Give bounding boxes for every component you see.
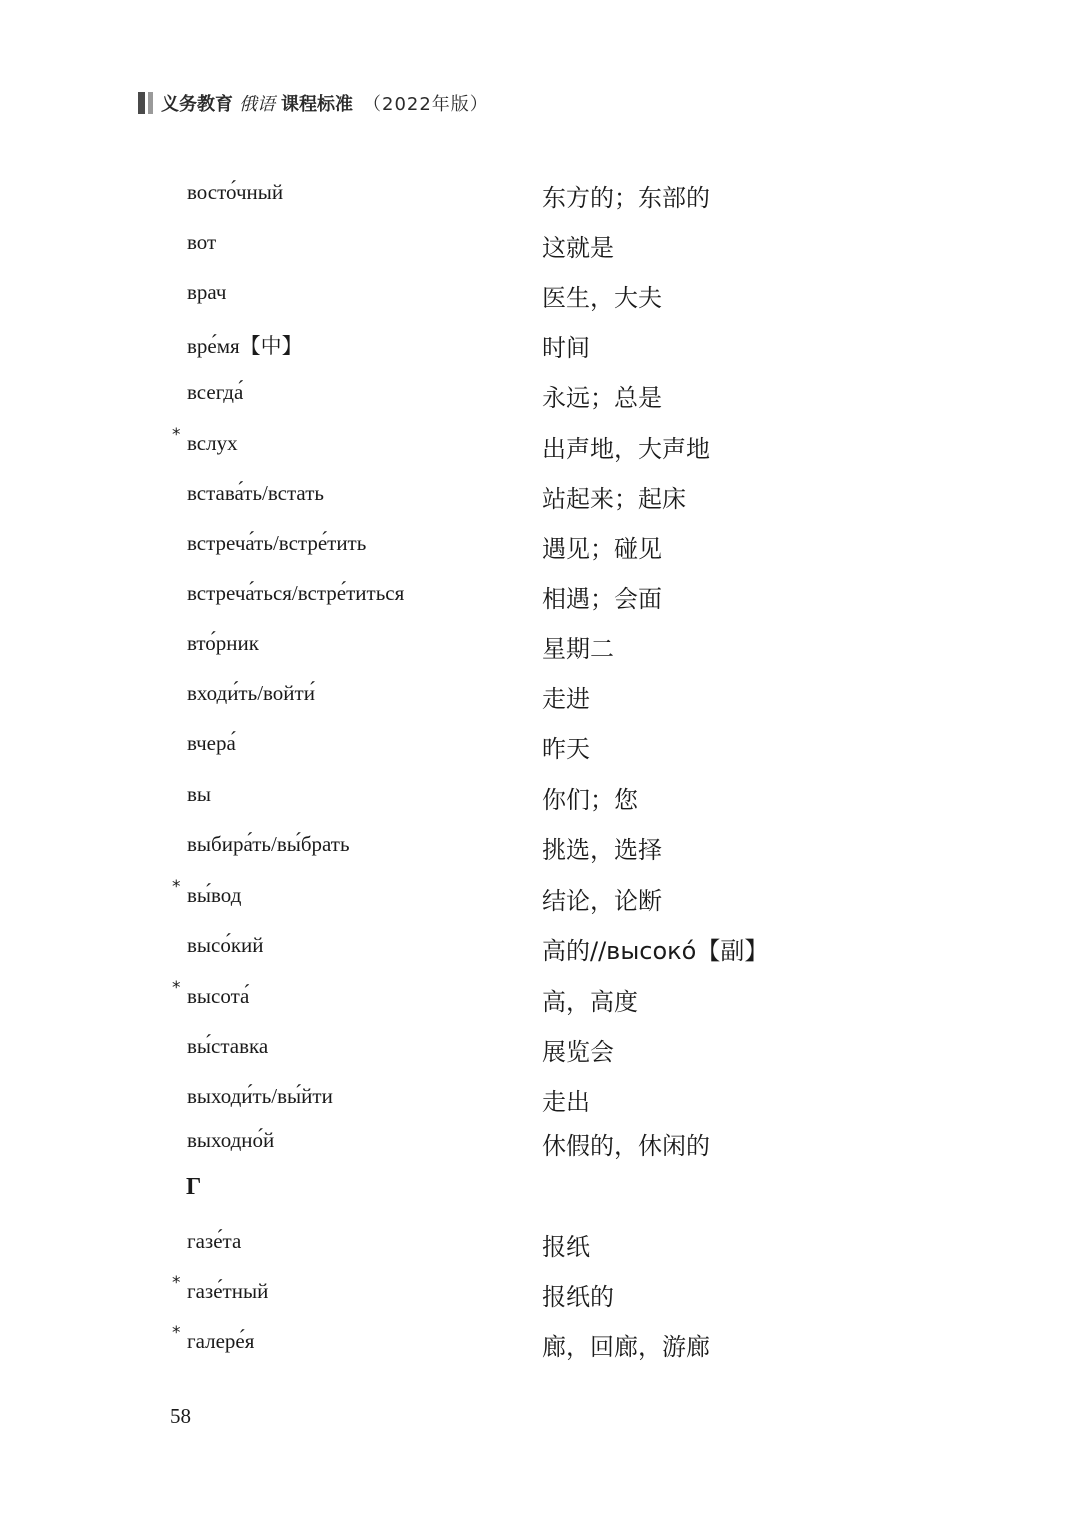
entry-chinese: 时间: [542, 334, 590, 362]
entry-russian: всегда́: [187, 380, 244, 404]
entry-chinese: 相遇；会面: [542, 585, 662, 613]
page-number: 58: [170, 1404, 191, 1428]
vocab-entry: [0, 330, 1087, 370]
vocab-entry: [0, 1229, 1087, 1269]
entry-russian: газе́тный: [187, 1279, 269, 1303]
header-bar-dark: [138, 92, 145, 114]
entry-russian: высота́: [187, 984, 250, 1008]
entry-russian: врач: [187, 280, 227, 304]
entry-chinese: 高，高度: [542, 988, 638, 1016]
header-title-part3: 课程标准: [281, 94, 353, 115]
entry-russian: вы: [187, 782, 212, 806]
entry-chinese: 展览会: [542, 1038, 614, 1066]
vocab-entry: [0, 782, 1087, 822]
entry-star: *: [172, 1323, 181, 1343]
vocab-entry: [0, 531, 1087, 571]
entry-chinese: 廊，回廊，游廊: [542, 1333, 710, 1361]
vocab-entry: [0, 581, 1087, 621]
header-bar-light: [148, 92, 153, 114]
vocab-entry: [0, 1273, 1087, 1319]
vocab-entry: [0, 731, 1087, 771]
vocab-entry: [0, 425, 1087, 471]
entry-star: *: [172, 425, 181, 445]
entry-russian: выбира́ть/вы́брать: [187, 832, 350, 856]
entry-russian: входи́ть/войти́: [187, 681, 315, 705]
entry-chinese: 站起来；起床: [542, 485, 686, 513]
entry-star: *: [172, 877, 181, 897]
vocab-entry: [0, 933, 1087, 973]
entry-chinese: 挑选，选择: [542, 836, 662, 864]
entry-russian: вслух: [187, 431, 238, 455]
entry-russian: вто́рник: [187, 631, 259, 655]
vocab-entry: [0, 1034, 1087, 1074]
section-letter-heading: Г: [186, 1174, 202, 1200]
entry-star: *: [172, 1273, 181, 1293]
entry-russian: восто́чный: [187, 180, 284, 204]
entry-russian: вчера́: [187, 731, 236, 755]
running-header: [138, 88, 489, 118]
vocab-entry: [0, 681, 1087, 721]
entry-russian: выходно́й: [187, 1128, 275, 1152]
entry-russian: галере́я: [187, 1329, 255, 1353]
header-title: [161, 90, 489, 116]
vocab-entry: [0, 481, 1087, 521]
entry-russian: встреча́ть/встре́тить: [187, 531, 367, 555]
entry-chinese: 出声地，大声地: [542, 435, 710, 463]
entry-chinese: 报纸: [542, 1233, 590, 1261]
entry-chinese: 走进: [542, 685, 590, 713]
entry-chinese: 昨天: [542, 735, 590, 763]
entry-chinese: 高的//высоко́【副】: [542, 937, 769, 965]
entry-star: *: [172, 978, 181, 998]
entry-chinese: 医生，大夫: [542, 284, 662, 312]
vocab-entry: [0, 380, 1087, 420]
vocab-entry: [0, 230, 1087, 270]
entry-chinese: 东方的；东部的: [542, 184, 710, 212]
vocab-entry: [0, 1084, 1087, 1124]
vocab-entry: [0, 978, 1087, 1024]
entry-chinese: 走出: [542, 1088, 590, 1116]
header-title-part4: （2022年版）: [363, 94, 489, 115]
vocab-entry: [0, 1323, 1087, 1369]
entry-chinese: 休假的，休闲的: [542, 1132, 710, 1160]
entry-russian: встреча́ться/встре́титься: [187, 581, 405, 605]
vocab-entry: [0, 1128, 1087, 1168]
entry-chinese: 星期二: [542, 635, 614, 663]
entry-chinese: 报纸的: [542, 1283, 614, 1311]
entry-russian: выходи́ть/вы́йти: [187, 1084, 333, 1108]
entry-chinese: 遇见；碰见: [542, 535, 662, 563]
vocab-entry: [0, 631, 1087, 671]
entry-russian: вы́ставка: [187, 1034, 269, 1058]
entry-chinese: 这就是: [542, 234, 614, 262]
entry-russian: встава́ть/встать: [187, 481, 324, 505]
entry-chinese: 永远；总是: [542, 384, 662, 412]
entry-russian: вы́вод: [187, 883, 242, 907]
entry-chinese: 结论，论断: [542, 887, 662, 915]
header-bars-decoration: [138, 92, 153, 114]
entry-chinese: 你们；您: [542, 786, 638, 814]
entry-russian: высо́кий: [187, 933, 264, 957]
entry-russian: газе́та: [187, 1229, 242, 1253]
vocab-entry: [0, 180, 1087, 220]
entry-russian: вот: [187, 230, 217, 254]
vocab-entry: [0, 877, 1087, 923]
vocab-entry: [0, 832, 1087, 872]
vocab-entry: [0, 280, 1087, 320]
header-title-part1: 义务教育: [161, 94, 233, 115]
entry-russian: вре́мя【中】: [187, 334, 303, 358]
header-title-part2: 俄语: [239, 94, 275, 115]
